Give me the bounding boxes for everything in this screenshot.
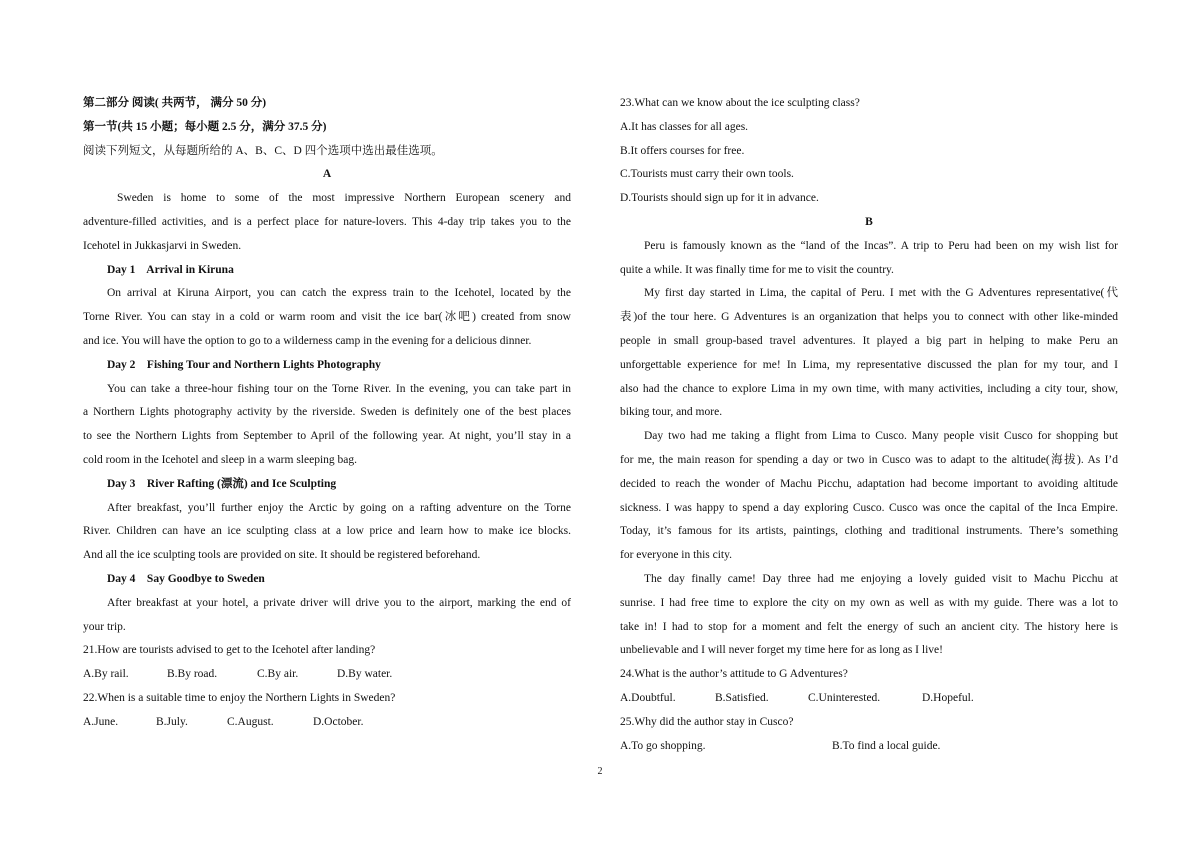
- passage-b-label: B: [865, 215, 873, 228]
- day4-text-line: After breakfast at your hotel, a private driver will drive you to the airport, marking the end of: [107, 596, 571, 609]
- day1-text-line: and ice. You will have the option to go to a wilderness camp in the evening for a delicious dinner.: [83, 334, 532, 347]
- subsection-header: 第一节(共 15 小题；每小题 2.5 分，满分 37.5 分): [83, 120, 327, 133]
- option-a: A.Doubtful.: [620, 691, 676, 704]
- passage-b-p4-line: unbelievable and I will never forget my time here for as long as I live!: [620, 644, 943, 657]
- day3-title: Day 3 River Rafting (漂流) and Ice Sculpting: [107, 477, 337, 490]
- day4-text-line: your trip.: [83, 620, 126, 633]
- passage-b-p2-line: unforgettable experience for me! In Lima, my representative discussed the plan for my tour, and I: [620, 358, 1118, 371]
- passage-b-p4-line: take in! I had to stop for a moment and felt the energy of such an ancient city. The history here is: [620, 620, 1118, 633]
- passage-b-p3-line: for everyone in this city.: [620, 549, 732, 562]
- day1-text-line: On arrival at Kiruna Airport, you can catch the express train to the Icehotel, located by the: [107, 287, 571, 300]
- day4-title: Day 4 Say Goodbye to Sweden: [107, 572, 265, 585]
- day2-text-line: a Northern Lights photography activity by the riverside. Sweden is definitely one of the best places: [83, 406, 571, 419]
- passage-b-p2-line: people in small group-based travel adventures. It played a big part in helping to make Peru an: [620, 334, 1118, 347]
- passage-b-p4-line: The day finally came! Day three had me enjoying a lovely guided visit to Machu Picchu at: [644, 572, 1118, 585]
- option-c: C.Uninterested.: [808, 691, 881, 704]
- option-c: C.August.: [227, 715, 274, 728]
- option-b: B.July.: [156, 715, 188, 728]
- page-number: 2: [597, 766, 603, 777]
- passage-b-p2-line: My first day started in Lima, the capital of Peru. I met with the G Adventures representative(代: [644, 287, 1118, 300]
- passage-b-p2-line: also had the chance to explore Lima in my own time, with many activities, including a city tour, show,: [620, 382, 1118, 395]
- instruction-text: 阅读下列短文，从每题所给的 A、B、C、D 四个选项中选出最佳选项。: [83, 144, 443, 157]
- day2-text-line: You can take a three-hour fishing tour on the Torne River. In the evening, you can take part in: [107, 382, 571, 395]
- day3-text-line: River. Children can have an ice sculpting class at a low price and learn how to make ice blocks.: [83, 525, 571, 538]
- passage-b-p4-line: sunrise. I had free time to explore the city on my own as well as with my guide. There was a lot to: [620, 596, 1118, 609]
- option-d: D.By water.: [337, 668, 393, 681]
- question-21: 21.How are tourists advised to get to the Icehotel after landing?: [83, 644, 376, 657]
- passage-b-p3-line: decided to reach the wonder of Machu Picchu, adaptation had become important to avoiding altitude: [620, 477, 1118, 490]
- question-22-options: [83, 711, 571, 735]
- question-22: 22.When is a suitable time to enjoy the Northern Lights in Sweden?: [83, 691, 396, 704]
- option-d: D.Hopeful.: [922, 691, 974, 704]
- day1-text-line: Torne River. You can stay in a cold or warm room and visit the ice bar(冰吧) created from snow: [83, 311, 571, 324]
- right-column: [620, 92, 1118, 758]
- passage-b-p3-line: Today, it’s famous for its artists, paintings, clothing and traditional instruments. There’s something: [620, 525, 1118, 538]
- passage-b-p2-line: 表)of the tour here. G Adventures is an organization that helps you to connect with other like-minded: [620, 311, 1118, 324]
- option-b: B.To find a local guide.: [832, 739, 941, 752]
- section-header: 第二部分 阅读( 共两节， 满分 50 分): [83, 97, 267, 109]
- question-21-options: [83, 663, 571, 687]
- passage-b-p2-line: biking tour, and more.: [620, 406, 723, 419]
- question-24-options: [620, 687, 1118, 711]
- question-23-option-c: C.Tourists must carry their own tools.: [620, 168, 794, 181]
- passage-a-intro-line: Icehotel in Jukkasjarvi in Sweden.: [83, 239, 242, 252]
- passage-b-p1-line: Peru is famously known as the “land of the Incas”. A trip to Peru had been on my wish list for: [644, 239, 1118, 252]
- option-b: B.Satisfied.: [715, 691, 769, 704]
- day2-text-line: to see the Northern Lights from September to April of the following year. At night, you’ll stay in a: [83, 430, 571, 443]
- passage-a-intro-line: adventure-filled activities, and is a perfect place for nature-lovers. This 4-day trip takes you to the: [83, 215, 571, 228]
- question-23: 23.What can we know about the ice sculpting class?: [620, 97, 860, 109]
- question-25: 25.Why did the author stay in Cusco?: [620, 715, 794, 728]
- option-b: B.By road.: [167, 668, 218, 681]
- day3-text-line: And all the ice sculpting tools are provided on site. It should be registered beforehand.: [83, 549, 481, 562]
- option-c: C.By air.: [257, 668, 299, 681]
- option-a: A.June.: [83, 715, 119, 728]
- question-24: 24.What is the author’s attitude to G Adventures?: [620, 668, 848, 681]
- left-column: [83, 92, 571, 735]
- passage-b-p3-line: sickness. I was happy to spend a day exploring Cusco. Cusco was once the capital of the Inca Empire.: [620, 501, 1118, 514]
- passage-a-intro-line: Sweden is home to some of the most impressive Northern European scenery and: [117, 192, 571, 205]
- passage-b-p1-line: quite a while. It was finally time for me to visit the country.: [620, 263, 894, 276]
- passage-a-label: A: [322, 168, 332, 181]
- day1-title: Day 1 Arrival in Kiruna: [107, 263, 234, 276]
- question-23-option-b: B.It offers courses for free.: [620, 144, 745, 157]
- passage-b-p3-line: Day two had me taking a flight from Lima to Cusco. Many people visit Cusco for shopping but: [644, 430, 1118, 443]
- option-d: D.October.: [313, 715, 364, 728]
- question-23-option-d: D.Tourists should sign up for it in advance.: [620, 192, 819, 205]
- day2-title: Day 2 Fishing Tour and Northern Lights Photography: [107, 358, 381, 371]
- day2-text-line: cold room in the Icehotel and sleep in a warm sleeping bag.: [83, 453, 357, 466]
- question-23-option-a: A.It has classes for all ages.: [620, 120, 749, 133]
- passage-b-p3-line: for me, the main reason for spending a day or two in Cusco was to adapt to the altitude(海拔). As I’d: [620, 453, 1118, 466]
- question-25-options: [620, 735, 1118, 759]
- option-a: A.To go shopping.: [620, 739, 706, 752]
- day3-text-line: After breakfast, you’ll further enjoy the Arctic by going on a rafting adventure on the Torne: [107, 501, 571, 514]
- option-a: A.By rail.: [83, 668, 129, 681]
